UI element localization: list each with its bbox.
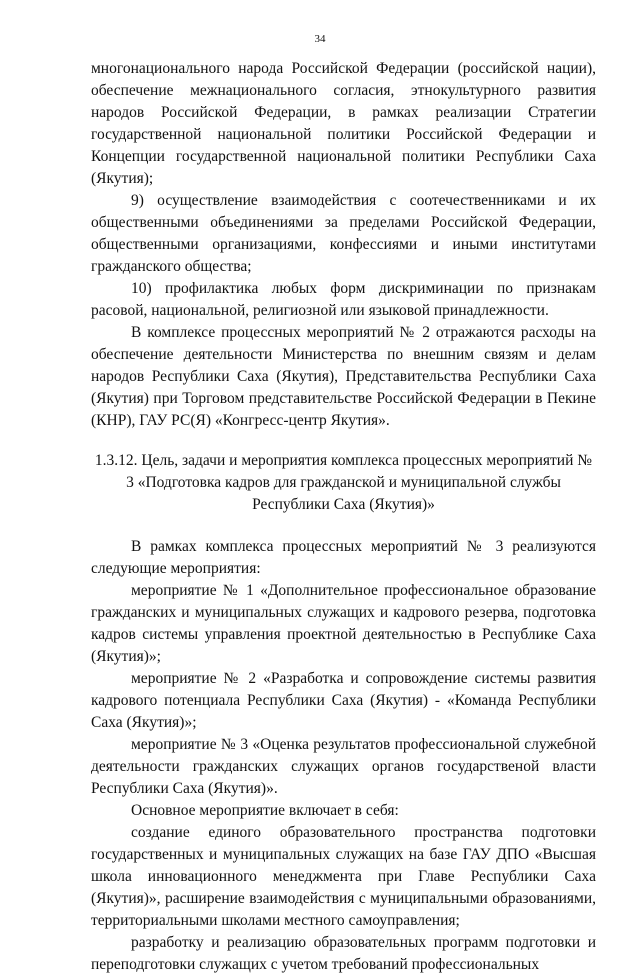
body-text xyxy=(91,58,596,976)
paragraph: многонационального народа Российской Федерации (российской нации), обеспечение межнационального согласия, этнокультурного развития народов Российской Федерации, в рамках реализации Стратегии государственной национальной политики Российской Федерации и Концепции государственной национальной политики Республики Саха (Якутия); xyxy=(91,60,596,187)
paragraph: мероприятие № 3 «Оценка результатов профессиональной служебной деятельности гражданских служащих органов государственой власти Республики Саха (Якутия)». xyxy=(91,736,596,797)
paragraph: 9) осуществление взаимодействия с соотечественниками и их общественными объединениями за пределами Российской Федерации, общественными организациями, конфессиями и иными институтами гражданского общества; xyxy=(91,192,596,275)
page-number: 34 xyxy=(314,33,326,45)
paragraph: 10) профилактика любых форм дискриминации по признакам расовой, национальной, религиозной или языковой принадлежности. xyxy=(91,280,596,319)
paragraph: мероприятие № 1 «Дополнительное профессиональное образование гражданских и муниципальных служащих и кадрового резерва, подготовка кадров системы управления проектной деятельностью в Республике Саха (Якутия)»; xyxy=(91,582,596,665)
paragraph: В комплексе процессных мероприятий № 2 отражаются расходы на обеспечение деятельности Министерства по внешним связям и делам народов Республики Саха (Якутия), Представительства Республики Саха (Якутия) при Торговом представительстве Российской Федерации в Пекине (КНР), ГАУ РС(Я) «Конгресс-центр Якутия». xyxy=(91,324,596,429)
paragraph: мероприятие № 2 «Разработка и сопровождение системы развития кадрового потенциала Республики Саха (Якутия) - «Команда Республики Саха (Якутия)»; xyxy=(91,670,596,731)
paragraph: создание единого образовательного пространства подготовки государственных и муниципальных служащих на базе ГАУ ДПО «Высшая школа инновационного менеджмента при Главе Республики Саха (Якутия)», расширение взаимодействия с муниципальными образованиями, территориальными школами местного самоуправления; xyxy=(91,824,596,929)
paragraph: В рамках комплекса процессных мероприятий № 3 реализуются следующие мероприятия: xyxy=(91,538,596,577)
paragraph: Основное мероприятие включает в себя: xyxy=(131,802,399,819)
section-heading: 1.3.12. Цель, задачи и мероприятия комплекса процессных мероприятий № 3 «Подготовка кадров для гражданской и муниципальной службы Республики Саха (Якутия)» xyxy=(94,452,593,513)
paragraph: разработку и реализацию образовательных программ подготовки и переподготовки служащих с учетом требований профессиональных xyxy=(91,934,596,973)
